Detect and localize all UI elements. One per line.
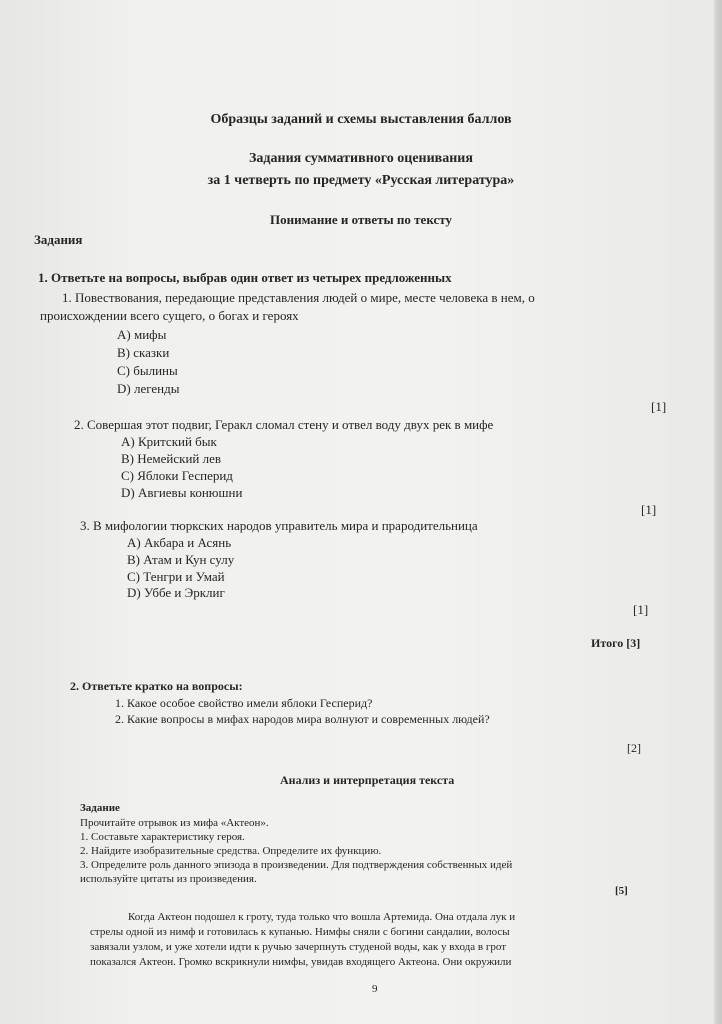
task1-q3-option-a: A) Акбара и Асянь [127,535,232,550]
section2-line-1: Прочитайте отрывок из мифа «Актеон». [80,817,269,829]
task1-q3-score: [1] [633,602,649,617]
task1-q3-option-b: B) Атам и Кун сулу [127,552,235,567]
task1-q1-option-c: C) былины [117,363,178,378]
task1-heading: 1. Ответьте на вопросы, выбрав один ответ из четырех предложенных [38,270,452,285]
task2-q1: 1. Какое особое свойство имели яблоки Гесперид? [115,696,373,710]
task1-q3-text: 3. В мифологии тюркских народов управитель мира и прародительница [80,518,478,533]
task1-q2-score: [1] [641,502,657,517]
task1-q1-line2: происхождении всего сущего, о богах и героях [40,308,299,323]
tasks-label: Задания [34,232,83,247]
task1-q3-option-c: C) Тенгри и Умай [127,569,225,584]
task1-q2-option-a: A) Критский бык [121,434,217,449]
task1-q1-score: [1] [651,399,667,414]
task1-q2-option-b: B) Немейский лев [121,451,222,466]
section2-score: [5] [615,885,628,897]
task2-score: [2] [627,741,641,755]
section2-line-4: 3. Определите роль данного эпизода в произведении. Для подтверждения собственных идей [80,859,513,871]
passage-line-4: показался Актеон. Громко вскрикнули нимфы, увидав входящего Актеона. Они окружили [90,956,512,968]
section-title-understanding: Понимание и ответы по тексту [270,212,452,227]
page-number: 9 [372,983,378,995]
task2-heading: 2. Ответьте кратко на вопросы: [70,679,243,693]
task1-total: Итого [3] [591,636,641,650]
passage-line-3: завязали узлом, и уже хотели идти к ручью зачерпнуть студеной воды, как у входа в грот [90,941,506,953]
section-title-analysis: Анализ и интерпретация текста [280,773,455,787]
task1-q2-option-c: C) Яблоки Гесперид [121,468,233,483]
section2-line-5: используйте цитаты из произведения. [80,873,257,885]
section2-line-2: 1. Составьте характеристику героя. [80,831,245,843]
task1-q2-text: 2. Совершая этот подвиг, Геракл сломал стену и отвел воду двух рек в мифе [74,417,494,432]
task1-q1-option-b: B) сказки [117,345,170,360]
document-title: Образцы заданий и схемы выставления баллов [210,112,512,127]
task1-q3-option-d: D) Уббе и Эрклиг [127,585,225,600]
task2-q2: 2. Какие вопросы в мифах народов мира волнуют и современных людей? [115,712,490,726]
subtitle-line-1: Задания суммативного оценивания [249,151,473,166]
task1-q2-option-d: D) Авгиевы конюшни [121,485,243,500]
task1-q1-option-a: A) мифы [117,327,167,342]
subtitle-line-2: за 1 четверть по предмету «Русская литература» [207,173,515,188]
passage-line-1: Когда Актеон подошел к гроту, туда только что вошла Артемида. Она отдала лук и [128,911,516,923]
passage-line-2: стрелы одной из нимф и готовилась к купанью. Нимфы сняли с богини сандалии, волосы [90,926,510,938]
task1-q1-option-d: D) легенды [117,381,180,396]
section2-task-label: Задание [80,802,120,814]
section2-line-3: 2. Найдите изобразительные средства. Определите их функцию. [80,845,382,857]
task1-q1-line1: 1. Повествования, передающие представления людей о мире, месте человека в нем, о [62,290,535,305]
